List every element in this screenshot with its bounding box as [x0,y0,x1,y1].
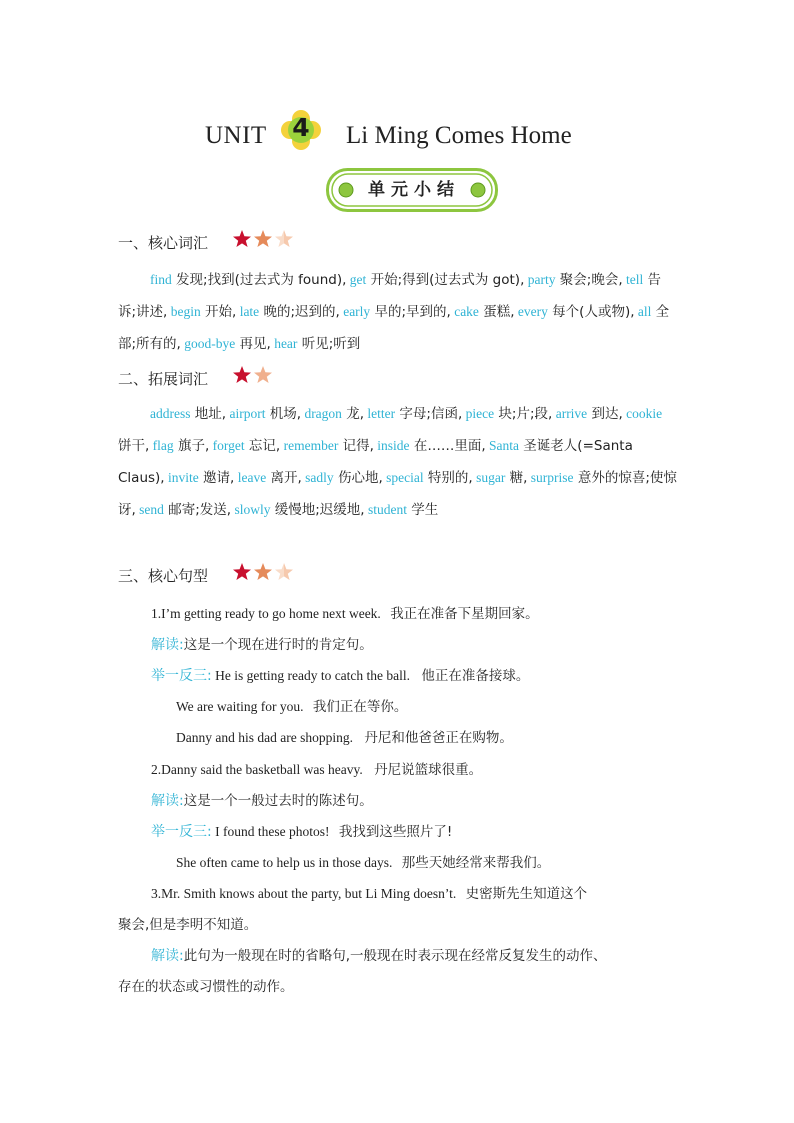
vocab-word: tell [626,272,644,287]
vocab-word: party [527,272,556,287]
vocab-word: Santa [489,438,520,453]
example-label: 举一反三: [151,824,212,840]
sentence-en: 3.Mr. Smith knows about the party, but Li Ming doesn’t. [151,886,457,901]
vocab-meaning: 晚的;迟到的, [259,304,340,320]
sentence-zh: 聚会,但是李明不知道。 [118,917,258,933]
summary-label: 单元小结 [368,180,460,200]
sentence-zh: 丹尼说篮球很重。 [374,762,483,778]
vocab-word: early [343,304,371,319]
unit-title-row [0,104,794,164]
vocab-meaning: 字母;信函, [395,406,463,422]
sentence-1-note [151,633,373,654]
difficulty-rating [232,562,296,584]
sentence-en: 1.I’m getting ready to go home next week. [151,606,381,621]
note-text: 此句为一般现在时的省略句,一般现在时表示现在经常反复发生的动作、 [183,948,607,964]
section-heading-extended-vocab: 二、拓展词汇 [118,370,209,388]
vocab-word: inside [377,438,410,453]
sentence-zh: 史密斯先生知道这个 [465,886,588,902]
example-en: Danny and his dad are shopping. [176,730,353,745]
vocab-word: letter [367,406,396,421]
note-label: 解读: [151,793,184,809]
note-text: 这是一个一般过去时的陈述句。 [183,793,373,809]
vocab-meaning: 全部;所有的, [118,304,670,352]
example-zh: 他正在准备接球。 [421,668,530,684]
vocab-meaning: 告诉;讲述, [118,272,662,320]
vocab-word: send [139,502,164,517]
vocab-word: hear [274,336,298,351]
vocab-word: sugar [476,470,506,485]
vocab-meaning: 学生 [406,502,439,518]
vocab-meaning: 开始, [200,304,237,320]
vocab-word: good-bye [184,336,236,351]
core-vocab-paragraph [118,264,678,360]
vocab-meaning: 龙, [341,406,365,422]
sentence-2-note [151,789,373,810]
vocab-meaning: 听见;听到 [297,336,361,352]
vocab-meaning: 开始;得到(过去式为 got), [366,272,525,288]
sentence-3-note [151,944,607,965]
vocab-meaning: 再见, [235,336,271,352]
note-label: 解读: [151,637,184,653]
vocab-word: surprise [530,470,574,485]
sentence-1 [151,602,539,622]
vocab-meaning: 在……里面, [409,438,486,454]
difficulty-rating [232,365,276,387]
vocab-word: every [517,304,548,319]
vocab-meaning: 饼干, [118,438,150,454]
vocab-meaning: 离开, [266,470,302,486]
unit-number: 4 [292,113,310,142]
vocab-meaning: 糖, [505,470,528,486]
vocab-meaning: 地址, [190,406,227,422]
sentence-1-example-3 [176,726,513,746]
section-heading-core-sentences: 三、核心句型 [118,567,209,585]
vocab-word: cookie [626,406,663,421]
example-en: I found these photos! [215,824,330,839]
vocab-word: flag [152,438,174,453]
example-zh: 我们正在等你。 [312,699,408,715]
vocab-word: get [349,272,367,287]
vocab-word: late [239,304,260,319]
sentence-zh: 我正在准备下星期回家。 [390,606,539,622]
sentence-3 [151,882,587,902]
vocab-word: dragon [304,406,342,421]
vocab-word: slowly [234,502,271,517]
note-label: 解读: [151,948,184,964]
vocab-meaning: 圣诞老人(=Santa Claus), [118,438,633,486]
sentence-1-example-1 [151,664,529,685]
sentence-2-example-1 [151,820,452,841]
star-rating-icon [232,365,276,385]
example-label: 举一反三: [151,668,212,684]
vocab-word: student [367,502,407,517]
example-zh: 那些天她经常来帮我们。 [401,855,551,871]
example-zh: 丹尼和他爸爸正在购物。 [364,730,513,746]
vocab-word: leave [237,470,267,485]
example-en: She often came to help us in those days. [176,855,393,870]
vocab-word: airport [229,406,266,421]
vocab-word: invite [167,470,199,485]
star-rating-icon [232,229,296,249]
unit-word: UNIT [205,122,267,149]
vocab-meaning: 邮寄;发送, [163,502,232,518]
vocab-meaning: 忘记, [244,438,281,454]
example-zh: 我找到这些照片了! [338,824,453,840]
vocab-meaning: 发现;找到(过去式为 found), [171,272,347,288]
sentence-1-example-2 [176,695,407,715]
vocab-word: address [150,406,191,421]
vocab-word: find [150,272,172,287]
vocab-word: forget [212,438,245,453]
vocab-word: remember [283,438,339,453]
vocab-meaning: 聚会;晚会, [555,272,623,288]
vocab-meaning: 旗子, [173,438,210,454]
vocab-meaning: 机场, [265,406,302,422]
vocab-meaning: 块;片;段, [494,406,553,422]
vocab-word: all [637,304,652,319]
example-en: We are waiting for you. [176,699,304,714]
vocab-meaning: 缓慢地;迟缓地, [270,502,365,518]
extended-vocab-paragraph [118,398,678,526]
sentence-en: 2.Danny said the basketball was heavy. [151,762,363,777]
note-text: 这是一个现在进行时的肯定句。 [183,637,373,653]
vocab-word: cake [454,304,479,319]
section-heading-core-vocab: 一、核心词汇 [118,234,209,252]
vocab-word: piece [465,406,495,421]
sentence-3-note-continued [118,975,294,995]
unit-title: Li Ming Comes Home [346,122,572,149]
vocab-meaning: 记得, [338,438,374,454]
vocab-meaning: 到达, [587,406,623,422]
sentence-2 [151,758,482,778]
vocab-word: arrive [555,406,588,421]
vocab-meaning: 意外的惊喜;使惊讶, [118,470,677,518]
vocab-meaning: 特别的, [423,470,473,486]
vocab-meaning: 每个(人或物), [547,304,635,320]
vocab-meaning: 伤心地, [333,470,383,486]
unit-number-badge [281,110,321,150]
star-rating-icon [232,562,296,582]
vocab-word: sadly [305,470,334,485]
unit-summary-banner [326,168,498,212]
vocab-meaning: 邀请, [198,470,235,486]
sentence-3-continued [118,913,257,933]
note-text: 存在的状态或习惯性的动作。 [118,979,294,995]
vocab-word: special [386,470,424,485]
vocab-word: begin [170,304,201,319]
difficulty-rating [232,229,296,251]
sentence-2-example-2 [176,851,550,871]
example-en: He is getting ready to catch the ball. [215,668,411,683]
vocab-meaning: 蛋糕, [478,304,515,320]
vocab-meaning: 早的;早到的, [370,304,451,320]
